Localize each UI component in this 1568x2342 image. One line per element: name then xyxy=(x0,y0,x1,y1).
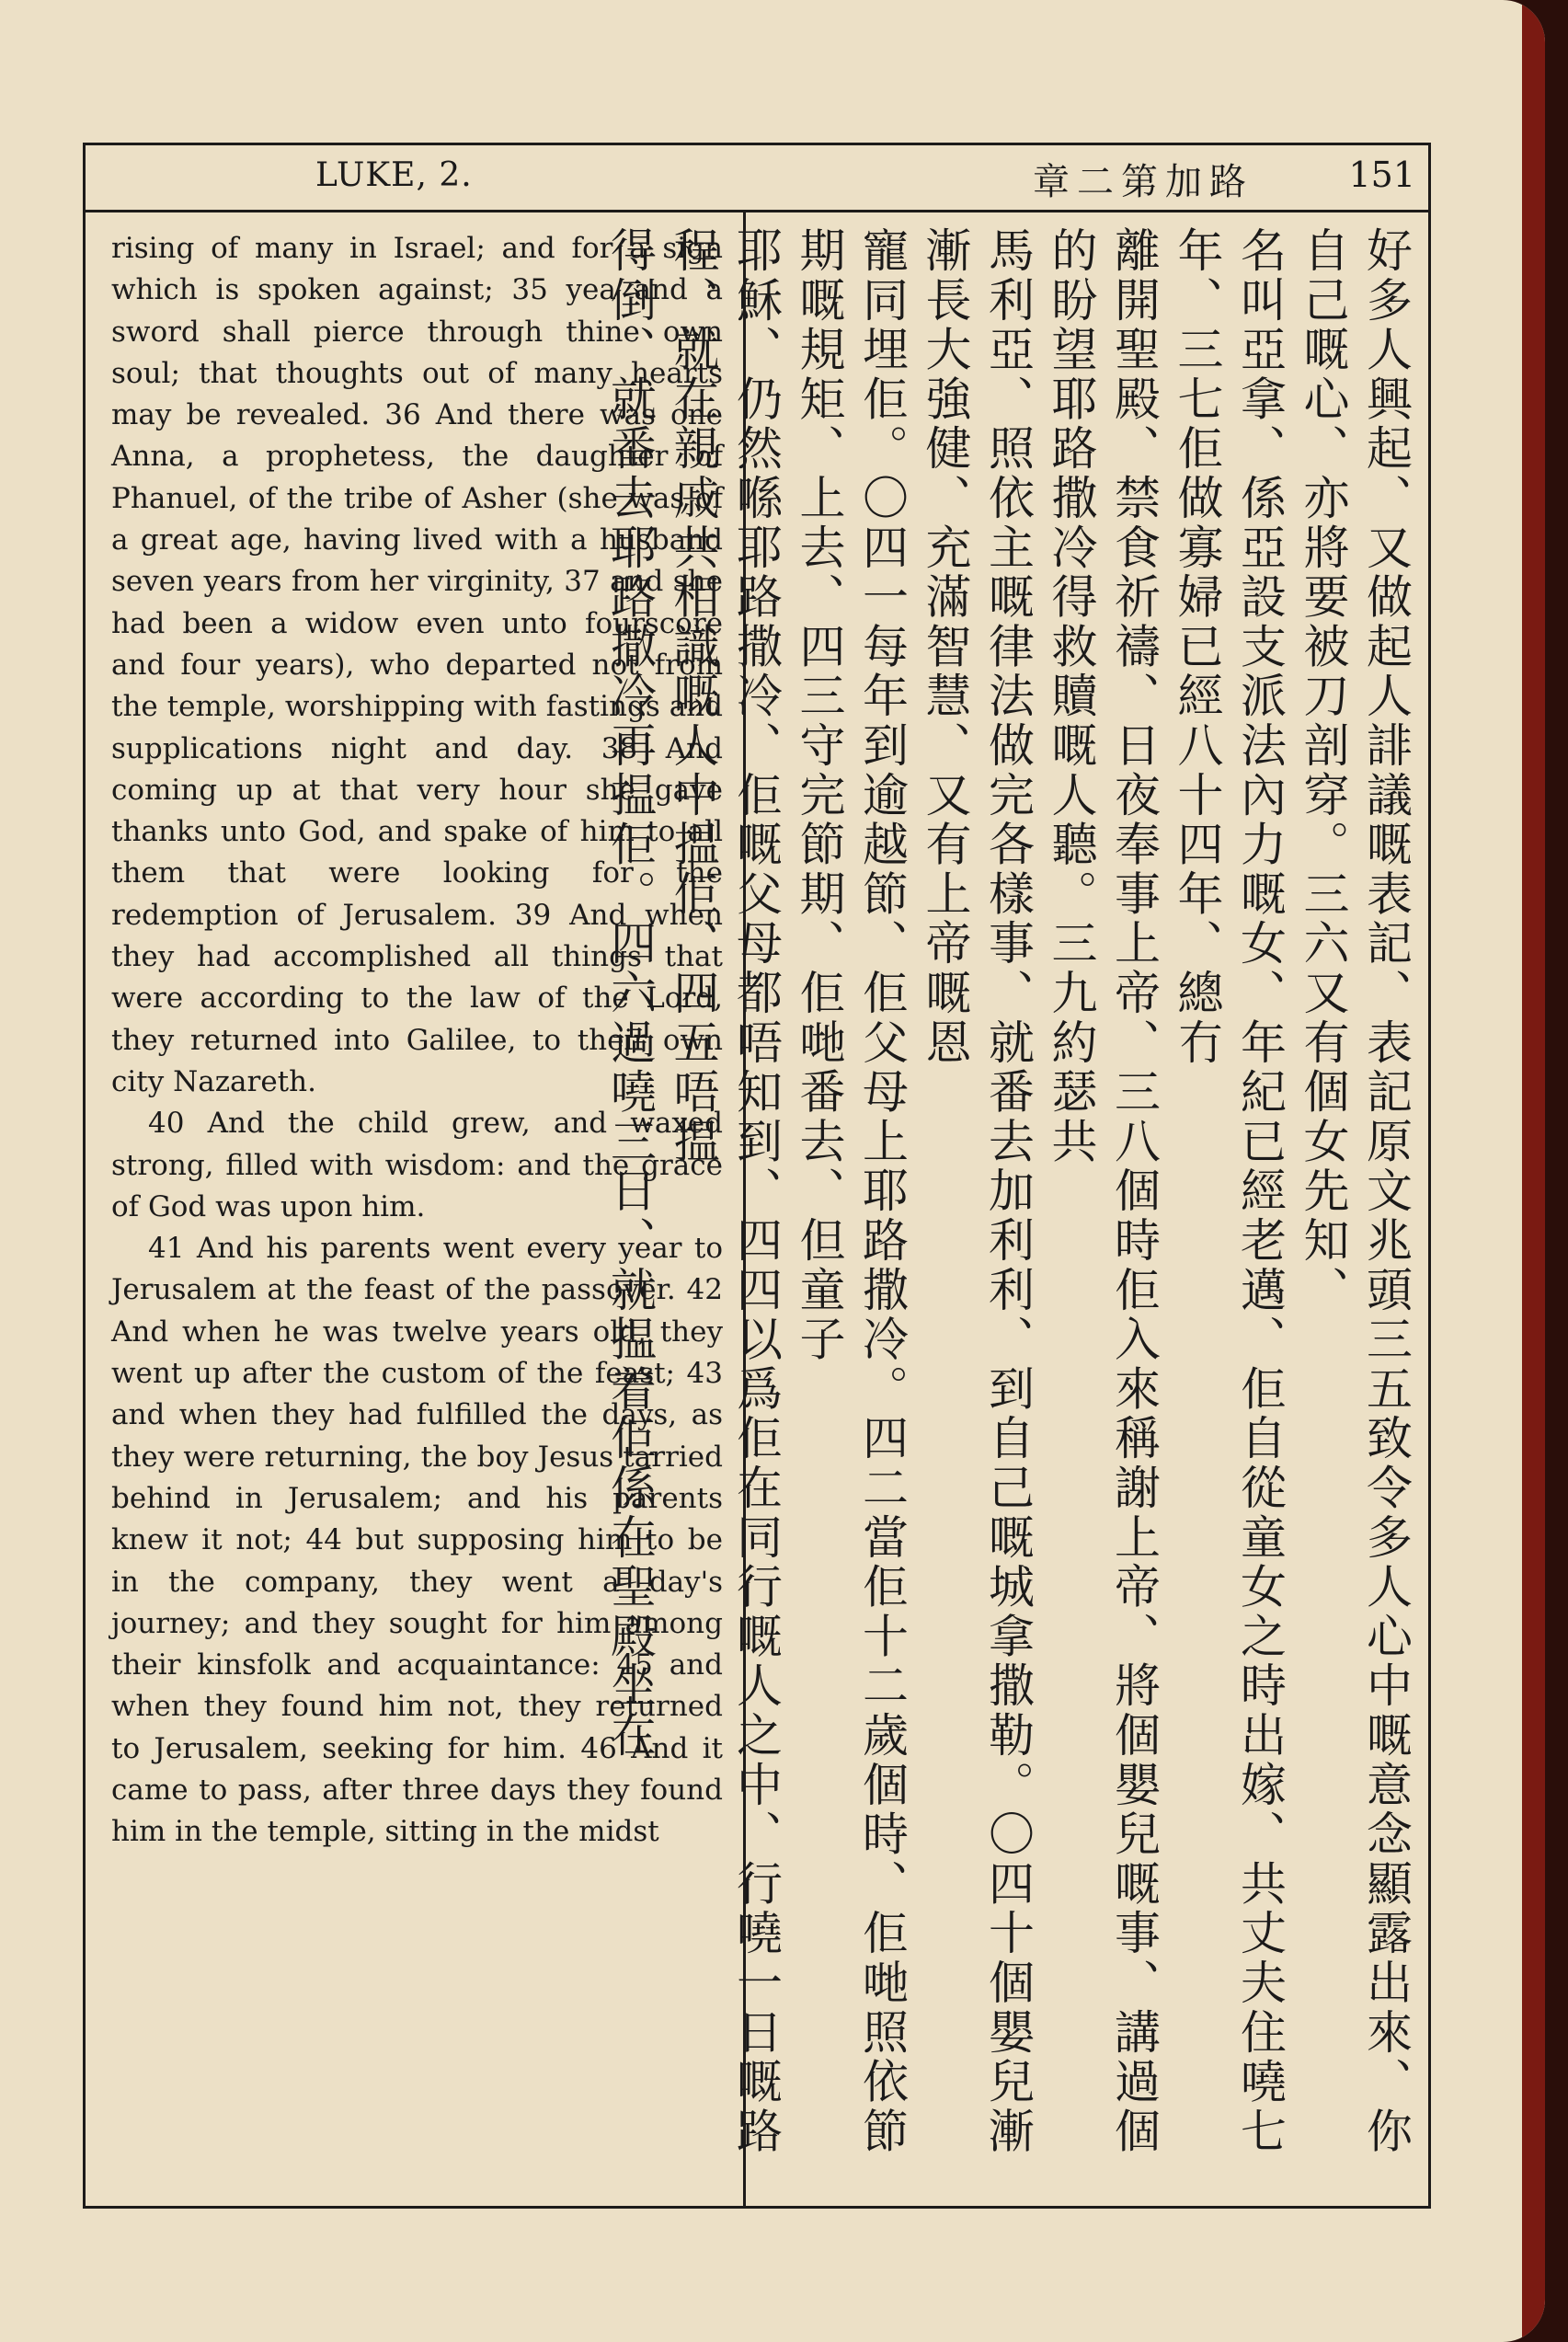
chinese-line: 馬利亞、照依主嘅律法做完各樣事、就番去加利利、到自己嘅城拿撒勒。〇四十個嬰兒漸漸長大強健、充滿智慧、又有上帝嘅恩 xyxy=(918,226,1035,2157)
english-paragraph: rising of many in Israel; and for a sign which is spoken against; 35 yea and a sword shall pierce through thine own soul; that thoughts out of many hearts may be revealed. 36 And there was one Anna, a prophetess, the daughter of Phanuel, of the tribe of Asher (she was of a great age, having lived with a husband seven years from her virginity, 37 and she had been a widow even unto fourscore and four years), who departed not from the temple, worshipping with fastings and supplications night and day. 38 And coming up at that very hour she gave thanks unto God, and spake of him to all them that were looking for the redemption of Jerusalem. 39 And when they had accomplished all things that were according to the law of the Lord, they returned into Galilee, to their own city Nazareth. xyxy=(111,232,723,1098)
chinese-line: 耶穌、仍然喺耶路撒冷、佢嘅父母都唔知到、四四以爲佢在同行嘅人之中、行嘵一日嘅路程、就在親戚共相識嘅人中揾佢、四五唔揾 xyxy=(666,226,783,2157)
page-number: 151 xyxy=(1348,155,1415,195)
chinese-line: 好多人興起、又做起人誹議嘅表記、表記原文兆頭三五致令多人心中嘅意念顯露出來、你自己嘅心、亦將要被刀剖穿。三六又有個女先知、 xyxy=(1296,226,1413,2157)
chinese-line: 名叫亞拿、係亞設支派法內力嘅女、年紀已經老邁、佢自從童女之時出嫁、共丈夫住嘵七年、三七佢做寡婦已經八十四年、總冇 xyxy=(1170,226,1287,2157)
chinese-line: 得倒、就番去耶路撒冷再揾佢。四六過嘵三日、就揾着佢係在聖殿坐在 xyxy=(603,226,657,1761)
chinese-column xyxy=(603,226,1417,2186)
page-edge xyxy=(1522,0,1545,2342)
chinese-line: 寵同埋佢。〇四一每年到逾越節、佢父母上耶路撒冷。四二當佢十二歲個時、佢哋照依節期嘅規矩、上去、四三守完節期、佢哋番去、但童子 xyxy=(792,226,909,2157)
english-paragraph: 40 And the child grew, and waxed strong, filled with wisdom: and the grace of God was upon him. xyxy=(111,1107,723,1223)
english-paragraph: 41 And his parents went every year to Jerusalem at the feast of the passover. 42 And when he was twelve years old, they went up after the custom of the feast; 43 and when they had fulfilled the days, as they were returning, the boy Jesus tarried behind in Jerusalem; and his parents knew it not; 44 but supposing him to be in the company, they went a day's journey; and they sought for him among their kinsfolk and acquaintance: 45 and when they found him not, they returned to Jerusalem, seeking for him. 46 And it came to pass, after three days they found him in the temple, sitting in the midst xyxy=(111,1232,723,1849)
running-header xyxy=(86,145,1428,212)
text-frame xyxy=(83,143,1431,2209)
header-english: LUKE, 2. xyxy=(315,156,473,194)
chinese-line: 離開聖殿、禁食祈禱、日夜奉事上帝、三八個時佢入來稱謝上帝、將個嬰兒嘅事、講過個的盼望耶路撒冷得救贖嘅人聽。三九約瑟共 xyxy=(1044,226,1161,2157)
header-chinese: 章二第加路 xyxy=(1033,161,1253,203)
